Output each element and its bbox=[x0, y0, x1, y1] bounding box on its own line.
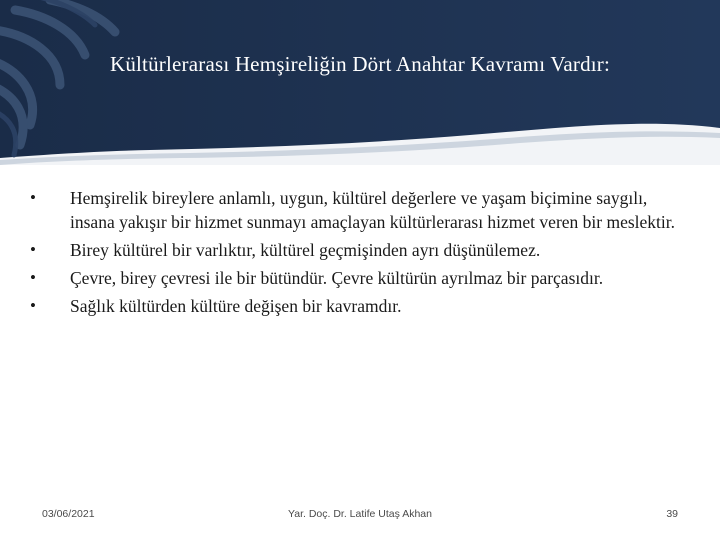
bullet-text: Sağlık kültürden kültüre değişen bir kavramdır. bbox=[70, 296, 402, 316]
list-item bbox=[30, 266, 690, 290]
bullet-list bbox=[30, 186, 690, 322]
list-item bbox=[30, 186, 690, 234]
bullet-icon: • bbox=[30, 296, 36, 315]
page-number: 39 bbox=[666, 508, 678, 520]
title-banner bbox=[0, 0, 720, 165]
footer-author: Yar. Doç. Dr. Latife Utaş Akhan bbox=[288, 508, 432, 520]
footer-date: 03/06/2021 bbox=[42, 508, 95, 520]
bullet-text: Birey kültürel bir varlıktır, kültürel geçmişinden ayrı düşünülemez. bbox=[70, 240, 541, 260]
bullet-text: Hemşirelik bireylere anlamlı, uygun, kültürel değerlere ve yaşam biçimine saygılı, insana yakışır bir hizmet sunmayı amaçlayan kültürlerarası hizmet veren bir meslektir. bbox=[70, 188, 676, 232]
list-item bbox=[30, 294, 690, 318]
slide-footer bbox=[0, 508, 720, 524]
slide-title: Kültürlerarası Hemşireliğin Dört Anahtar Kavramı Vardır: bbox=[109, 52, 611, 76]
bullet-icon: • bbox=[30, 240, 36, 259]
bullet-icon: • bbox=[30, 268, 36, 287]
feather-swirl-decoration-icon bbox=[0, 0, 720, 165]
bullet-icon: • bbox=[30, 188, 36, 207]
list-item bbox=[30, 238, 690, 262]
bullet-text: Çevre, birey çevresi ile bir bütündür. Çevre kültürün ayrılmaz bir parçasıdır. bbox=[70, 268, 604, 288]
